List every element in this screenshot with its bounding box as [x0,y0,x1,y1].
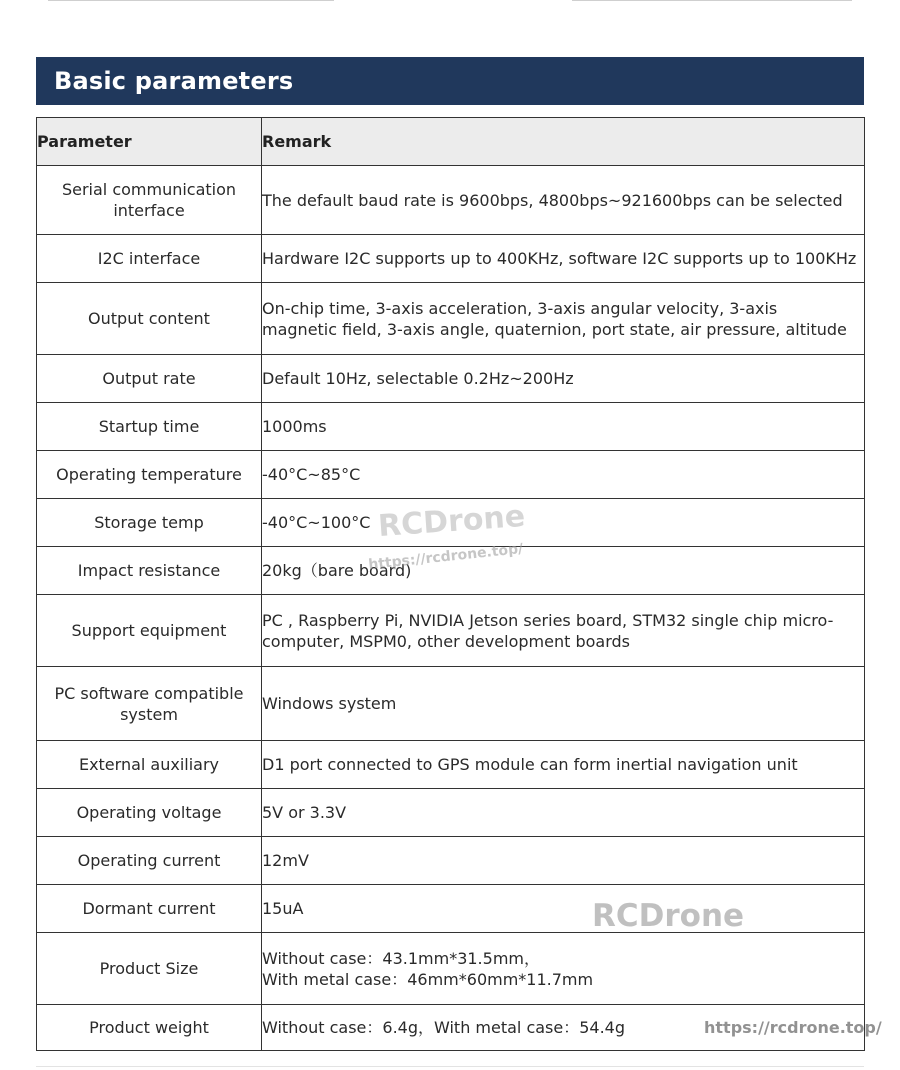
parameter-cell: I2C interface [37,235,262,283]
table-row [37,355,865,403]
parameter-text: Serial communication interface [61,180,237,220]
bottom-divider [36,1066,864,1067]
parameter-cell: Operating temperature [37,451,262,499]
table-row [37,1005,865,1051]
table-row [37,166,865,235]
table-row [37,499,865,547]
table-row [37,235,865,283]
top-divider-right [572,0,852,1]
parameter-cell: Support equipment [37,595,262,667]
parameter-cell: Impact resistance [37,547,262,595]
remark-cell: 12mV [262,837,865,885]
remark-cell: Windows system [262,667,865,741]
top-divider-left [48,0,334,1]
section-title: Basic parameters [54,67,294,95]
table-row [37,451,865,499]
parameter-cell: Operating voltage [37,789,262,837]
header-remark: Remark [262,118,865,166]
table-row [37,547,865,595]
parameter-cell: Operating current [37,837,262,885]
parameter-cell: Product weight [37,1005,262,1051]
parameter-cell: Output rate [37,355,262,403]
parameter-text: PC software compatible system [54,683,244,724]
table-row [37,789,865,837]
watermark-logo: RCDrone [376,498,527,545]
remark-cell: Default 10Hz, selectable 0.2Hz~200Hz [262,355,865,403]
table-row [37,741,865,789]
parameters-table [36,117,865,1051]
remark-cell: 1000ms [262,403,865,451]
remark-cell: The default baud rate is 9600bps, 4800bps~921600bps can be selected [262,166,865,235]
watermark-logo: RCDrone [592,898,745,934]
remark-cell: 15uA [262,885,865,933]
table-row [37,595,865,667]
remark-cell: D1 port connected to GPS module can form inertial navigation unit [262,741,865,789]
remark-cell: Without case：43.1mm*31.5mm， With metal case：46mm*60mm*11.7mm [262,933,865,1005]
parameter-cell: Storage temp [37,499,262,547]
remark-cell: On-chip time, 3-axis acceleration, 3-axis angular velocity, 3-axis magnetic field, 3-axis angle, quaternion, port state, air pressure, altitude [262,283,865,355]
section-header-banner [36,57,864,105]
remark-cell: -40°C~100°C [262,499,865,547]
table-row [37,885,865,933]
parameter-cell: Startup time [37,403,262,451]
header-parameter: Parameter [37,118,262,166]
remark-cell: -40°C~85°C [262,451,865,499]
table-row [37,667,865,741]
table-row [37,933,865,1005]
remark-cell: 5V or 3.3V [262,789,865,837]
watermark-url: https://rcdrone.top/ [704,1018,882,1037]
parameter-cell: External auxiliary [37,741,262,789]
table-row [37,403,865,451]
parameter-cell: Dormant current [37,885,262,933]
remark-cell: PC , Raspberry Pi, NVIDIA Jetson series board, STM32 single chip micro- computer, MSPM0, other development boards [262,595,865,667]
table-header-row [37,118,865,166]
remark-cell: Without case：6.4g，With metal case：54.4g [262,1005,865,1051]
parameter-cell: Product Size [37,933,262,1005]
parameter-cell [37,166,262,235]
table-row [37,837,865,885]
table-row [37,283,865,355]
remark-cell: 20kg（bare board) [262,547,865,595]
watermark-url: https://rcdrone.top/ [367,540,524,574]
remark-cell: Hardware I2C supports up to 400KHz, software I2C supports up to 100KHz [262,235,865,283]
parameter-cell: Output content [37,283,262,355]
parameter-cell [37,667,262,741]
